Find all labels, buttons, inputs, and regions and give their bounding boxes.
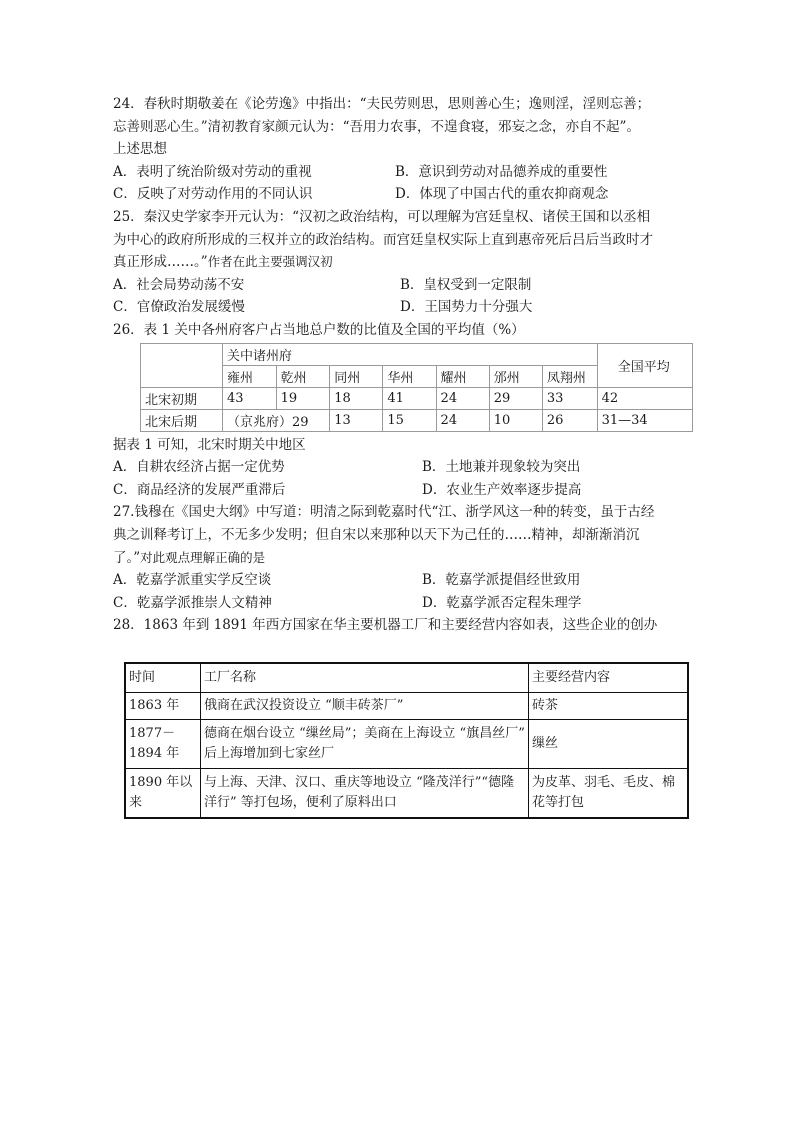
- q26-table: [140, 343, 693, 432]
- q28-stem: 28．1863 年到 1891 年西方国家在华主要机器工厂和主要经营内容如表，这些企业的创办: [113, 617, 658, 634]
- table-cell: （京兆府）29: [223, 409, 330, 431]
- q26-option-b[interactable]: B．土地兼并现象较为突出: [422, 459, 581, 476]
- table-avg-cell: 42: [597, 387, 692, 409]
- q25-option-c[interactable]: C．官僚政治发展缓慢: [113, 299, 245, 316]
- table-col-header: 同州: [330, 365, 383, 387]
- q26-option-c[interactable]: C．商品经济的发展严重滞后: [113, 481, 286, 498]
- table-header-row: [125, 663, 688, 693]
- q26-after: 据表 1 可知，北宋时期关中地区: [113, 436, 306, 453]
- q24-options: [113, 161, 693, 206]
- table-cell-time: 1890 年以来: [125, 769, 201, 819]
- q26-options: [113, 456, 693, 501]
- table-cell-name: 德商在烟台设立 “缫丝局”；美商在上海设立 “旗昌丝厂” 后上海增加到七家丝厂: [201, 720, 529, 769]
- q27-stem-line: 典之训释考订上，不无多少发明；但自宋以来那种以天下为己任的……精神，却渐渐消沉: [113, 526, 640, 543]
- table-cell-time: 1863 年: [125, 693, 201, 720]
- question-26: [113, 319, 693, 501]
- q24-stem-line: 忘善则恶心生。”清初教育家颜元认为：“吾用力农事，不遑食寝，邪妄之念，亦自不起”。: [113, 118, 640, 135]
- table-group-header: 关中诸州府: [223, 343, 598, 365]
- table-cell: 29: [489, 387, 542, 409]
- table-col-header: 凤翔州: [542, 365, 597, 387]
- q27-options: [113, 569, 693, 614]
- q25-stem-prompt: 作者在此主要强调汉初: [207, 254, 333, 270]
- q27-option-c[interactable]: C．乾嘉学派推崇人文精神: [113, 594, 272, 611]
- q26-stem: 26．表 1 关中各州府客户占当地总户数的比值及全国的平均值（%）: [113, 321, 525, 338]
- table-avg-cell: 31—34: [597, 409, 692, 431]
- table-col-header: 邠州: [489, 365, 542, 387]
- q27-option-b[interactable]: B．乾嘉学派提倡经世致用: [422, 572, 581, 589]
- question-27: [113, 501, 693, 614]
- table-header-time: 时间: [125, 663, 201, 693]
- q24-option-b[interactable]: B．意识到劳动对品德养成的重要性: [395, 163, 608, 180]
- table-cell: 41: [383, 387, 436, 409]
- q27-stem-line: 27.钱穆在《国史大纲》中写道：明清之际到乾嘉时代“江、浙学风这一种的转变，虽于古经: [113, 504, 655, 521]
- table-cell-content: 为皮革、羽毛、毛皮、棉花等打包: [529, 769, 689, 819]
- table-cell-time: 1877－1894 年: [125, 720, 201, 769]
- q26-option-d[interactable]: D．农业生产效率逐步提高: [422, 481, 582, 498]
- q25-option-a[interactable]: A．社会局势动荡不安: [113, 276, 245, 293]
- table-row: [125, 769, 688, 819]
- table-header-content: 主要经营内容: [529, 663, 689, 693]
- table-header-name: 工厂名称: [201, 663, 529, 693]
- table-col-header: 乾州: [276, 365, 330, 387]
- table-cell: 33: [542, 387, 597, 409]
- question-25: [113, 206, 693, 319]
- table-cell: 26: [542, 409, 597, 431]
- table-cell-content: 砖茶: [529, 693, 689, 720]
- q25-stem-line: [113, 251, 693, 274]
- table-col-header: 耀州: [436, 365, 489, 387]
- q27-stem-end: 了。”: [113, 549, 141, 566]
- q27-stem-line: [113, 547, 693, 570]
- table-col-header: 雍州: [223, 365, 277, 387]
- question-24: [113, 93, 693, 206]
- table-cell-content: 缫丝: [529, 720, 689, 769]
- table-cell: 13: [330, 409, 383, 431]
- table-cell: 19: [276, 387, 330, 409]
- q25-stem-end: 真正形成……。”: [113, 254, 208, 271]
- table-row: [141, 387, 693, 409]
- q26-option-a[interactable]: A．自耕农经济占据一定优势: [113, 459, 285, 476]
- table-cell: 24: [436, 387, 489, 409]
- table-row: [125, 693, 688, 720]
- table-corner-cell: [141, 343, 223, 387]
- table-avg-header: 全国平均: [597, 343, 692, 387]
- q25-stem-line: 25．秦汉史学家李开元认为：“汉初之政治结构，可以理解为宫廷皇权、诸侯王国和以丞相: [113, 208, 651, 225]
- q27-stem-prompt: 对此观点理解正确的是: [140, 549, 266, 565]
- q25-option-b[interactable]: B．皇权受到一定限制: [400, 276, 532, 293]
- q28-table: [124, 662, 689, 819]
- table-cell: 10: [489, 409, 542, 431]
- table-cell-name: 与上海、天津、汉口、重庆等地设立 “隆茂洋行”“德隆洋行” 等打包场，便利了原料出口: [201, 769, 529, 819]
- table-cell-name: 俄商在武汉投资设立 “顺丰砖茶厂”: [201, 693, 529, 720]
- table-row-label: 北宋后期: [141, 409, 223, 431]
- q25-option-d[interactable]: D．王国势力十分强大: [400, 299, 533, 316]
- q24-option-c[interactable]: C．反映了对劳动作用的不同认识: [113, 186, 313, 203]
- q24-option-d[interactable]: D．体现了中国古代的重农抑商观念: [395, 186, 609, 203]
- question-list: [113, 93, 693, 637]
- q24-stem-line: 上述思想: [113, 141, 167, 158]
- table-row-label: 北宋初期: [141, 387, 223, 409]
- table-cell: 18: [330, 387, 383, 409]
- table-row: [125, 720, 688, 769]
- table-cell: 43: [223, 387, 277, 409]
- table-cell: 24: [436, 409, 489, 431]
- q28-table-wrap: [124, 662, 689, 819]
- table-cell: 15: [383, 409, 436, 431]
- q27-option-d[interactable]: D．乾嘉学派否定程朱理学: [422, 594, 582, 611]
- q24-option-a[interactable]: A．表明了统治阶级对劳动的重视: [113, 163, 312, 180]
- q27-option-a[interactable]: A．乾嘉学派重实学反空谈: [113, 572, 272, 589]
- q24-stem-line: 24．春秋时期敬姜在《论劳逸》中指出：“夫民劳则思，思则善心生；逸则淫，淫则忘善；: [113, 96, 651, 112]
- table-row: [141, 409, 693, 431]
- q25-stem-line: 为中心的政府所形成的三权并立的政治结构。而宫廷皇权实际上直到惠帝死后吕后当政时才: [113, 231, 653, 248]
- q25-options: [113, 274, 693, 319]
- table-col-header: 华州: [383, 365, 436, 387]
